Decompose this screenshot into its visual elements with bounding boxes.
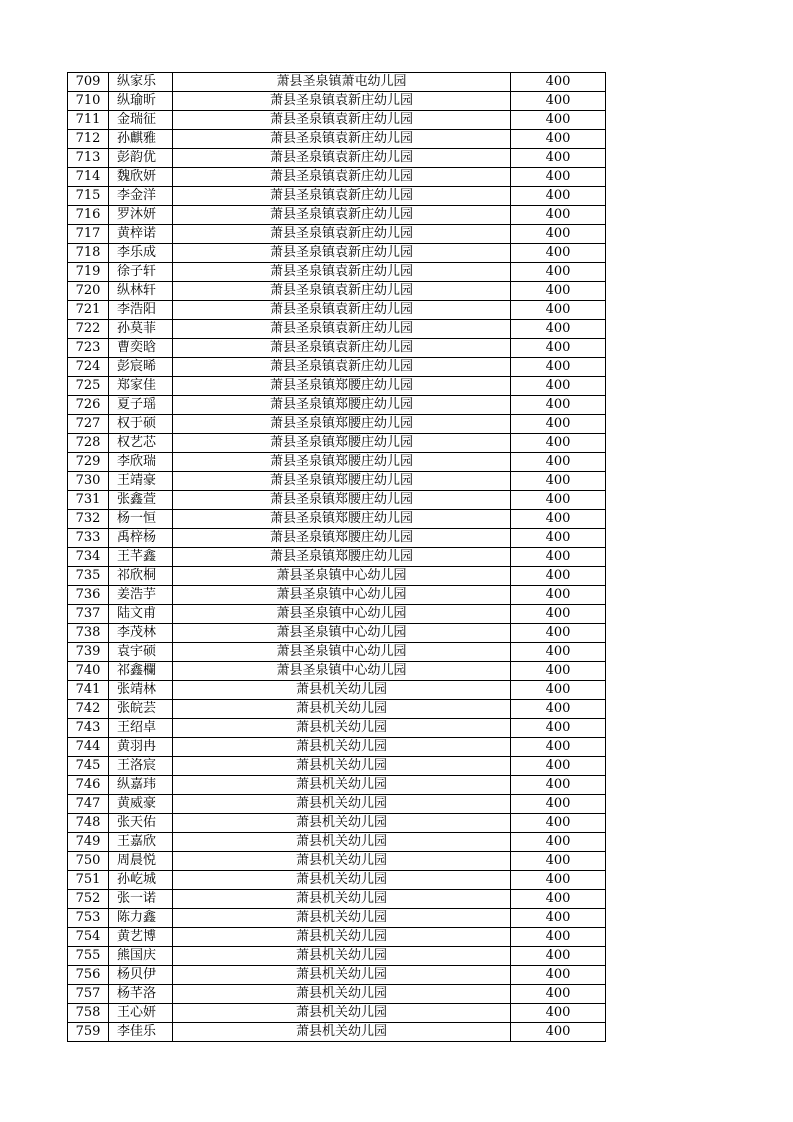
kindergarten-cell: 萧县圣泉镇郑腰庄幼儿园 [173, 396, 511, 415]
table-row [68, 225, 606, 244]
amount-cell: 400 [511, 776, 606, 795]
kindergarten-cell: 萧县圣泉镇郑腰庄幼儿园 [173, 453, 511, 472]
row-number-cell: 739 [68, 643, 109, 662]
kindergarten-cell: 萧县机关幼儿园 [173, 947, 511, 966]
child-name-cell: 郑家佳 [109, 377, 173, 396]
row-number-cell: 735 [68, 567, 109, 586]
amount-cell: 400 [511, 396, 606, 415]
amount-cell: 400 [511, 149, 606, 168]
child-name-cell: 孙屹城 [109, 871, 173, 890]
table-row [68, 415, 606, 434]
table-row [68, 396, 606, 415]
table-row [68, 130, 606, 149]
child-name-cell: 黄威豪 [109, 795, 173, 814]
table-row [68, 833, 606, 852]
table-row [68, 491, 606, 510]
table-row [68, 738, 606, 757]
amount-cell: 400 [511, 301, 606, 320]
child-name-cell: 孙莫菲 [109, 320, 173, 339]
table-row [68, 1004, 606, 1023]
amount-cell: 400 [511, 1004, 606, 1023]
child-name-cell: 杨一恒 [109, 510, 173, 529]
amount-cell: 400 [511, 377, 606, 396]
row-number-cell: 746 [68, 776, 109, 795]
amount-cell: 400 [511, 833, 606, 852]
row-number-cell: 754 [68, 928, 109, 947]
amount-cell: 400 [511, 225, 606, 244]
kindergarten-cell: 萧县圣泉镇袁新庄幼儿园 [173, 282, 511, 301]
kindergarten-cell: 萧县机关幼儿园 [173, 681, 511, 700]
kindergarten-cell: 萧县机关幼儿园 [173, 985, 511, 1004]
child-name-cell: 禹梓杨 [109, 529, 173, 548]
kindergarten-cell: 萧县圣泉镇郑腰庄幼儿园 [173, 529, 511, 548]
kindergarten-cell: 萧县圣泉镇中心幼儿园 [173, 662, 511, 681]
table-row [68, 320, 606, 339]
kindergarten-cell: 萧县圣泉镇郑腰庄幼儿园 [173, 377, 511, 396]
kindergarten-cell: 萧县机关幼儿园 [173, 966, 511, 985]
kindergarten-cell: 萧县圣泉镇袁新庄幼儿园 [173, 168, 511, 187]
row-number-cell: 743 [68, 719, 109, 738]
amount-cell: 400 [511, 852, 606, 871]
amount-cell: 400 [511, 168, 606, 187]
table-row [68, 681, 606, 700]
kindergarten-cell: 萧县圣泉镇袁新庄幼儿园 [173, 358, 511, 377]
child-name-cell: 周晨悦 [109, 852, 173, 871]
amount-cell: 400 [511, 928, 606, 947]
table-row [68, 795, 606, 814]
row-number-cell: 738 [68, 624, 109, 643]
child-name-cell: 祁鑫欄 [109, 662, 173, 681]
kindergarten-cell: 萧县机关幼儿园 [173, 719, 511, 738]
child-name-cell: 黄羽冉 [109, 738, 173, 757]
child-name-cell: 曹奕晗 [109, 339, 173, 358]
row-number-cell: 709 [68, 73, 109, 92]
row-number-cell: 722 [68, 320, 109, 339]
table-row [68, 719, 606, 738]
amount-cell: 400 [511, 890, 606, 909]
amount-cell: 400 [511, 966, 606, 985]
table-row [68, 510, 606, 529]
child-name-cell: 袁宇硕 [109, 643, 173, 662]
row-number-cell: 714 [68, 168, 109, 187]
child-name-cell: 王靖豪 [109, 472, 173, 491]
child-name-cell: 王绍卓 [109, 719, 173, 738]
amount-cell: 400 [511, 624, 606, 643]
row-number-cell: 721 [68, 301, 109, 320]
row-number-cell: 730 [68, 472, 109, 491]
row-number-cell: 756 [68, 966, 109, 985]
kindergarten-cell: 萧县机关幼儿园 [173, 776, 511, 795]
child-name-cell: 李茂林 [109, 624, 173, 643]
kindergarten-cell: 萧县圣泉镇袁新庄幼儿园 [173, 320, 511, 339]
kindergarten-cell: 萧县圣泉镇袁新庄幼儿园 [173, 206, 511, 225]
row-number-cell: 732 [68, 510, 109, 529]
row-number-cell: 755 [68, 947, 109, 966]
table-row [68, 92, 606, 111]
amount-cell: 400 [511, 814, 606, 833]
amount-cell: 400 [511, 795, 606, 814]
row-number-cell: 757 [68, 985, 109, 1004]
child-name-cell: 权于硕 [109, 415, 173, 434]
amount-cell: 400 [511, 415, 606, 434]
table-row [68, 567, 606, 586]
table-row [68, 909, 606, 928]
kindergarten-cell: 萧县圣泉镇中心幼儿园 [173, 624, 511, 643]
row-number-cell: 715 [68, 187, 109, 206]
amount-cell: 400 [511, 92, 606, 111]
row-number-cell: 734 [68, 548, 109, 567]
kindergarten-cell: 萧县圣泉镇郑腰庄幼儿园 [173, 548, 511, 567]
kindergarten-cell: 萧县机关幼儿园 [173, 852, 511, 871]
child-name-cell: 熊国庆 [109, 947, 173, 966]
amount-cell: 400 [511, 909, 606, 928]
child-name-cell: 李佳乐 [109, 1023, 173, 1042]
child-name-cell: 纵林轩 [109, 282, 173, 301]
child-name-cell: 魏欣妍 [109, 168, 173, 187]
subsidy-table [67, 72, 606, 1042]
amount-cell: 400 [511, 567, 606, 586]
table-row [68, 149, 606, 168]
table-row [68, 928, 606, 947]
child-name-cell: 权艺芯 [109, 434, 173, 453]
row-number-cell: 727 [68, 415, 109, 434]
row-number-cell: 719 [68, 263, 109, 282]
child-name-cell: 彭韵优 [109, 149, 173, 168]
amount-cell: 400 [511, 871, 606, 890]
amount-cell: 400 [511, 985, 606, 1004]
amount-cell: 400 [511, 548, 606, 567]
kindergarten-cell: 萧县圣泉镇中心幼儿园 [173, 605, 511, 624]
kindergarten-cell: 萧县机关幼儿园 [173, 814, 511, 833]
row-number-cell: 716 [68, 206, 109, 225]
table-row [68, 548, 606, 567]
row-number-cell: 731 [68, 491, 109, 510]
row-number-cell: 751 [68, 871, 109, 890]
row-number-cell: 744 [68, 738, 109, 757]
child-name-cell: 杨芊洛 [109, 985, 173, 1004]
child-name-cell: 张皖芸 [109, 700, 173, 719]
kindergarten-cell: 萧县圣泉镇袁新庄幼儿园 [173, 149, 511, 168]
row-number-cell: 713 [68, 149, 109, 168]
row-number-cell: 747 [68, 795, 109, 814]
amount-cell: 400 [511, 73, 606, 92]
kindergarten-cell: 萧县机关幼儿园 [173, 909, 511, 928]
child-name-cell: 孙麒雅 [109, 130, 173, 149]
child-name-cell: 王芊鑫 [109, 548, 173, 567]
table-row [68, 472, 606, 491]
row-number-cell: 726 [68, 396, 109, 415]
child-name-cell: 纵嘉玮 [109, 776, 173, 795]
kindergarten-cell: 萧县机关幼儿园 [173, 795, 511, 814]
row-number-cell: 742 [68, 700, 109, 719]
amount-cell: 400 [511, 738, 606, 757]
table-row [68, 890, 606, 909]
child-name-cell: 李浩阳 [109, 301, 173, 320]
child-name-cell: 夏子瑶 [109, 396, 173, 415]
amount-cell: 400 [511, 206, 606, 225]
row-number-cell: 733 [68, 529, 109, 548]
amount-cell: 400 [511, 244, 606, 263]
row-number-cell: 752 [68, 890, 109, 909]
kindergarten-cell: 萧县圣泉镇袁新庄幼儿园 [173, 111, 511, 130]
child-name-cell: 罗沐妍 [109, 206, 173, 225]
amount-cell: 400 [511, 700, 606, 719]
amount-cell: 400 [511, 757, 606, 776]
kindergarten-cell: 萧县圣泉镇郑腰庄幼儿园 [173, 472, 511, 491]
kindergarten-cell: 萧县圣泉镇袁新庄幼儿园 [173, 263, 511, 282]
table-row [68, 301, 606, 320]
table-row [68, 73, 606, 92]
table-row [68, 947, 606, 966]
table-body [68, 73, 606, 1042]
kindergarten-cell: 萧县圣泉镇中心幼儿园 [173, 567, 511, 586]
row-number-cell: 740 [68, 662, 109, 681]
kindergarten-cell: 萧县圣泉镇郑腰庄幼儿园 [173, 510, 511, 529]
kindergarten-cell: 萧县圣泉镇袁新庄幼儿园 [173, 225, 511, 244]
row-number-cell: 720 [68, 282, 109, 301]
child-name-cell: 姜浩芋 [109, 586, 173, 605]
amount-cell: 400 [511, 586, 606, 605]
row-number-cell: 758 [68, 1004, 109, 1023]
amount-cell: 400 [511, 358, 606, 377]
table-row [68, 282, 606, 301]
row-number-cell: 729 [68, 453, 109, 472]
kindergarten-cell: 萧县圣泉镇袁新庄幼儿园 [173, 92, 511, 111]
table-row [68, 966, 606, 985]
child-name-cell: 张鑫萱 [109, 491, 173, 510]
child-name-cell: 王心妍 [109, 1004, 173, 1023]
kindergarten-cell: 萧县机关幼儿园 [173, 700, 511, 719]
table-row [68, 1023, 606, 1042]
kindergarten-cell: 萧县机关幼儿园 [173, 757, 511, 776]
table-row [68, 624, 606, 643]
child-name-cell: 陈力鑫 [109, 909, 173, 928]
amount-cell: 400 [511, 472, 606, 491]
table-row [68, 263, 606, 282]
row-number-cell: 736 [68, 586, 109, 605]
table-row [68, 244, 606, 263]
amount-cell: 400 [511, 510, 606, 529]
kindergarten-cell: 萧县圣泉镇袁新庄幼儿园 [173, 244, 511, 263]
kindergarten-cell: 萧县机关幼儿园 [173, 833, 511, 852]
kindergarten-cell: 萧县圣泉镇郑腰庄幼儿园 [173, 491, 511, 510]
amount-cell: 400 [511, 529, 606, 548]
kindergarten-cell: 萧县圣泉镇郑腰庄幼儿园 [173, 434, 511, 453]
table-row [68, 168, 606, 187]
kindergarten-cell: 萧县圣泉镇袁新庄幼儿园 [173, 301, 511, 320]
child-name-cell: 杨贝伊 [109, 966, 173, 985]
table-row [68, 700, 606, 719]
amount-cell: 400 [511, 187, 606, 206]
kindergarten-cell: 萧县圣泉镇袁新庄幼儿园 [173, 187, 511, 206]
kindergarten-cell: 萧县圣泉镇中心幼儿园 [173, 586, 511, 605]
kindergarten-cell: 萧县圣泉镇萧屯幼儿园 [173, 73, 511, 92]
table-row [68, 985, 606, 1004]
kindergarten-cell: 萧县圣泉镇郑腰庄幼儿园 [173, 415, 511, 434]
row-number-cell: 728 [68, 434, 109, 453]
amount-cell: 400 [511, 662, 606, 681]
table-row [68, 206, 606, 225]
table-row [68, 643, 606, 662]
kindergarten-cell: 萧县圣泉镇袁新庄幼儿园 [173, 130, 511, 149]
child-name-cell: 黄艺博 [109, 928, 173, 947]
row-number-cell: 717 [68, 225, 109, 244]
table-row [68, 111, 606, 130]
amount-cell: 400 [511, 130, 606, 149]
kindergarten-cell: 萧县机关幼儿园 [173, 890, 511, 909]
amount-cell: 400 [511, 491, 606, 510]
row-number-cell: 753 [68, 909, 109, 928]
child-name-cell: 纵瑜昕 [109, 92, 173, 111]
table-row [68, 814, 606, 833]
row-number-cell: 737 [68, 605, 109, 624]
row-number-cell: 745 [68, 757, 109, 776]
table-row [68, 852, 606, 871]
child-name-cell: 纵家乐 [109, 73, 173, 92]
child-name-cell: 张天佑 [109, 814, 173, 833]
row-number-cell: 741 [68, 681, 109, 700]
amount-cell: 400 [511, 320, 606, 339]
row-number-cell: 710 [68, 92, 109, 111]
row-number-cell: 759 [68, 1023, 109, 1042]
amount-cell: 400 [511, 681, 606, 700]
kindergarten-cell: 萧县机关幼儿园 [173, 1023, 511, 1042]
kindergarten-cell: 萧县圣泉镇袁新庄幼儿园 [173, 339, 511, 358]
child-name-cell: 王洛宸 [109, 757, 173, 776]
child-name-cell: 张一诺 [109, 890, 173, 909]
table-row [68, 187, 606, 206]
amount-cell: 400 [511, 339, 606, 358]
kindergarten-cell: 萧县机关幼儿园 [173, 1004, 511, 1023]
table-row [68, 358, 606, 377]
child-name-cell: 李欣瑞 [109, 453, 173, 472]
child-name-cell: 黄梓诺 [109, 225, 173, 244]
amount-cell: 400 [511, 719, 606, 738]
amount-cell: 400 [511, 282, 606, 301]
child-name-cell: 彭宸晞 [109, 358, 173, 377]
amount-cell: 400 [511, 453, 606, 472]
child-name-cell: 李金洋 [109, 187, 173, 206]
row-number-cell: 711 [68, 111, 109, 130]
amount-cell: 400 [511, 947, 606, 966]
table-row [68, 434, 606, 453]
table-row [68, 871, 606, 890]
table-row [68, 605, 606, 624]
child-name-cell: 陆文甫 [109, 605, 173, 624]
kindergarten-cell: 萧县机关幼儿园 [173, 928, 511, 947]
row-number-cell: 750 [68, 852, 109, 871]
kindergarten-cell: 萧县机关幼儿园 [173, 738, 511, 757]
table-row [68, 662, 606, 681]
row-number-cell: 712 [68, 130, 109, 149]
amount-cell: 400 [511, 111, 606, 130]
amount-cell: 400 [511, 263, 606, 282]
amount-cell: 400 [511, 605, 606, 624]
child-name-cell: 张靖林 [109, 681, 173, 700]
table-row [68, 453, 606, 472]
table-row [68, 339, 606, 358]
row-number-cell: 725 [68, 377, 109, 396]
row-number-cell: 748 [68, 814, 109, 833]
amount-cell: 400 [511, 1023, 606, 1042]
child-name-cell: 徐子轩 [109, 263, 173, 282]
child-name-cell: 李乐成 [109, 244, 173, 263]
kindergarten-cell: 萧县圣泉镇中心幼儿园 [173, 643, 511, 662]
child-name-cell: 金瑞征 [109, 111, 173, 130]
table-row [68, 757, 606, 776]
row-number-cell: 723 [68, 339, 109, 358]
kindergarten-cell: 萧县机关幼儿园 [173, 871, 511, 890]
child-name-cell: 祁欣桐 [109, 567, 173, 586]
row-number-cell: 718 [68, 244, 109, 263]
row-number-cell: 724 [68, 358, 109, 377]
amount-cell: 400 [511, 434, 606, 453]
table-row [68, 776, 606, 795]
table-row [68, 529, 606, 548]
table-row [68, 377, 606, 396]
table-row [68, 586, 606, 605]
amount-cell: 400 [511, 643, 606, 662]
row-number-cell: 749 [68, 833, 109, 852]
child-name-cell: 王嘉欣 [109, 833, 173, 852]
